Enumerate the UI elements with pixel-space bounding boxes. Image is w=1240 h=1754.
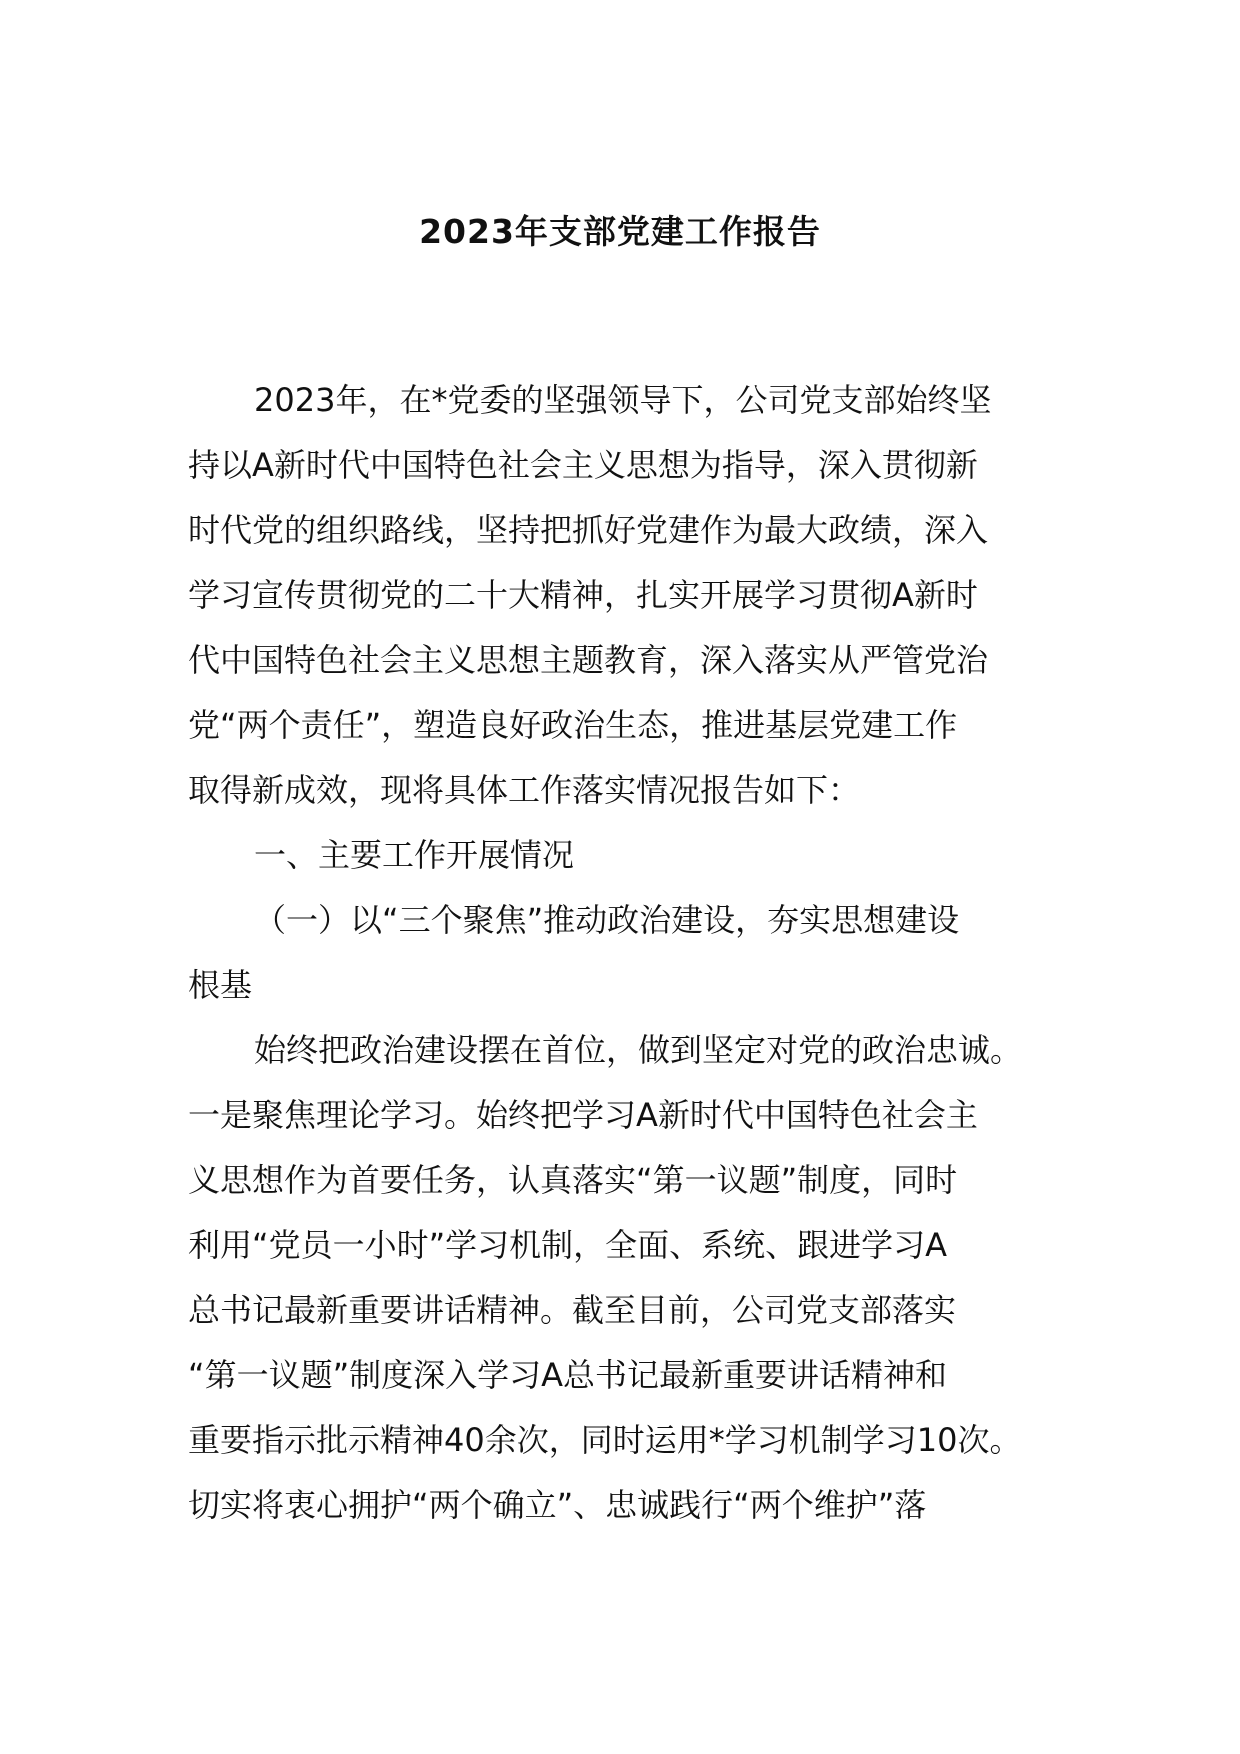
section-heading: 一、主要工作开展情况 [254,836,575,874]
document-body [188,368,1056,1538]
document-title: 2023年支部党建工作报告 [419,212,821,251]
paragraph-line: 利用“党员一小时”学习机制，全面、系统、跟进学习A [188,1226,948,1264]
paragraph-line: 持以A新时代中国特色社会主义思想为指导，深入贯彻新 [188,446,978,484]
subsection-heading: （一）以“三个聚焦”推动政治建设，夯实思想建设 [254,901,960,939]
paragraph-line: 总书记最新重要讲话精神。截至目前，公司党支部落实 [188,1291,957,1329]
paragraph-line: 一是聚焦理论学习。始终把学习A新时代中国特色社会主 [188,1096,978,1134]
paragraph-line: 学习宣传贯彻党的二十大精神，扎实开展学习贯彻A新时 [188,576,978,614]
paragraph-line: 重要指示批示精神40余次，同时运用*学习机制学习10次。 [188,1421,1022,1459]
paragraph-line: 始终把政治建设摆在首位，做到坚定对党的政治忠诚。 [254,1031,1023,1069]
paragraph-line: 2023年，在*党委的坚强领导下，公司党支部始终坚 [254,381,992,419]
paragraph-line: “第一议题”制度深入学习A总书记最新重要讲话精神和 [188,1356,948,1394]
paragraph-line: 代中国特色社会主义思想主题教育，深入落实从严管党治 [188,641,989,679]
paragraph-line: 党“两个责任”，塑造良好政治生态，推进基层党建工作 [188,706,958,744]
subsection-heading-continued: 根基 [188,966,253,1004]
paragraph-line: 时代党的组织路线，坚持把抓好党建作为最大政绩，深入 [188,511,989,549]
paragraph-line: 切实将衷心拥护“两个确立”、忠诚践行“两个维护”落 [188,1486,927,1524]
paragraph-line: 义思想作为首要任务，认真落实“第一议题”制度，同时 [188,1161,958,1199]
paragraph-line: 取得新成效，现将具体工作落实情况报告如下： [188,771,861,809]
